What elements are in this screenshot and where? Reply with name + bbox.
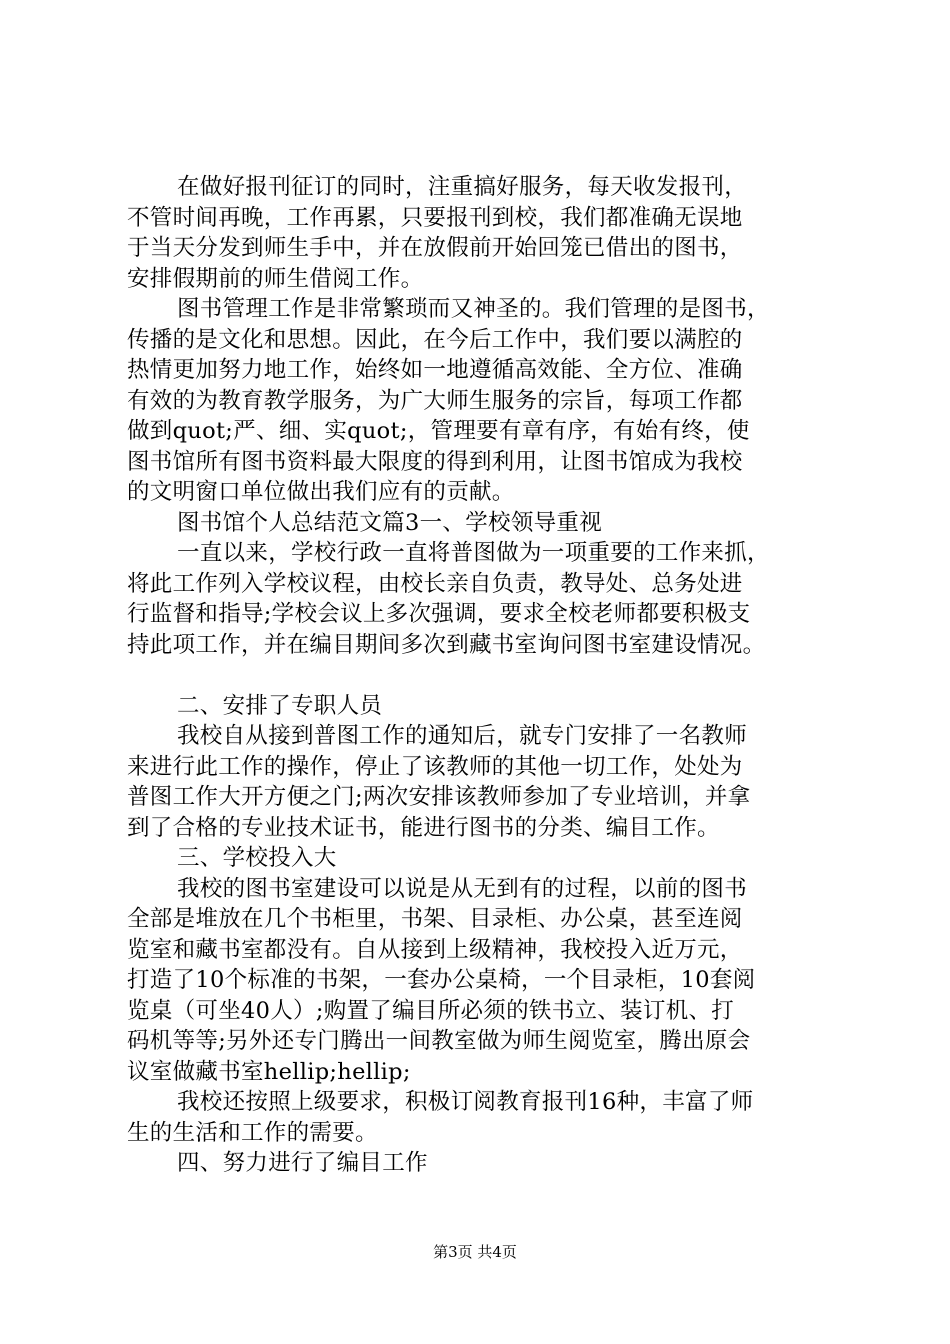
text-line: 我校还按照上级要求，积极订阅教育报刊16种，丰富了师 [177,1089,754,1115]
text-line: 做到quot;严、细、实quot;，管理要有章有序，有始有终，使 [127,418,750,444]
text-line: 有效的为教育教学服务，为广大师生服务的宗旨，每项工作都 [127,387,743,414]
text-line: 全部是堆放在几个书柜里，书架、目录柜、办公桌，甚至连阅 [127,906,743,932]
text-line: 生的生活和工作的需要。 [127,1119,378,1146]
text-line: 码机等等;另外还专门腾出一间教室做为师生阅览室，腾出原会 [127,1028,751,1054]
section-heading: 四、努力进行了编目工作 [177,1150,428,1176]
text-line: 一直以来，学校行政一直将普图做为一项重要的工作来抓， [177,540,770,566]
text-line: 持此项工作，并在编目期间多次到藏书室询问图书室建设情况。 [127,631,766,658]
text-line: 览室和藏书室都没有。自从接到上级精神，我校投入近万元， [127,936,743,963]
text-line: 安排假期前的师生借阅工作。 [127,265,424,292]
text-line: 我校自从接到普图工作的通知后，就专门安排了一名教师 [177,723,748,749]
text-line: 的文明窗口单位做出我们应有的贡献。 [127,479,515,505]
text-line: 打造了10个标准的书架，一套办公桌椅，一个目录柜，10套阅 [127,967,756,993]
text-line: 在做好报刊征订的同时，注重搞好服务，每天收发报刊， [177,174,748,200]
section-heading: 图书馆个人总结范文篇3一、学校领导重视 [177,509,603,536]
blank-line [127,660,852,691]
text-line: 图书管理工作是非常繁琐而又神圣的。我们管理的是图书， [177,296,770,322]
text-line: 传播的是文化和思想。因此，在今后工作中，我们要以满腔的 [127,326,743,353]
section-heading: 二、安排了专职人员 [177,692,383,719]
text-line: 览桌（可坐40人）;购置了编目所必须的铁书立、装订机、打 [127,997,735,1024]
text-line: 来进行此工作的操作，停止了该教师的其他一切工作，处处为 [127,753,743,780]
text-line: 于当天分发到师生手中，并在放假前开始回笼已借出的图书， [127,235,743,261]
text-line: 图书馆所有图书资料最大限度的得到利用，让图书馆成为我校 [127,448,743,475]
text-line: 热情更加努力地工作，始终如一地遵循高效能、全方位、准确 [127,357,743,383]
text-line: 我校的图书室建设可以说是从无到有的过程，以前的图书 [177,875,748,902]
page-number-label: 第3页 共4页 [433,1243,517,1261]
text-line: 到了合格的专业技术证书，能进行图书的分类、编目工作。 [127,814,720,841]
document-body [127,172,852,1179]
text-line: 议室做藏书室hellip;hellip; [127,1058,411,1085]
section-heading: 三、学校投入大 [177,845,337,871]
text-line: 行监督和指导;学校会议上多次强调，要求全校老师都要积极支 [127,601,751,627]
text-line: 不管时间再晚，工作再累，只要报刊到校，我们都准确无误地 [127,204,743,231]
text-line: 普图工作大开方便之门;两次安排该教师参加了专业培训，并拿 [127,784,751,810]
page-footer [0,1242,950,1262]
text-line: 将此工作列入学校议程，由校长亲自负责，教导处、总务处进 [127,570,743,597]
